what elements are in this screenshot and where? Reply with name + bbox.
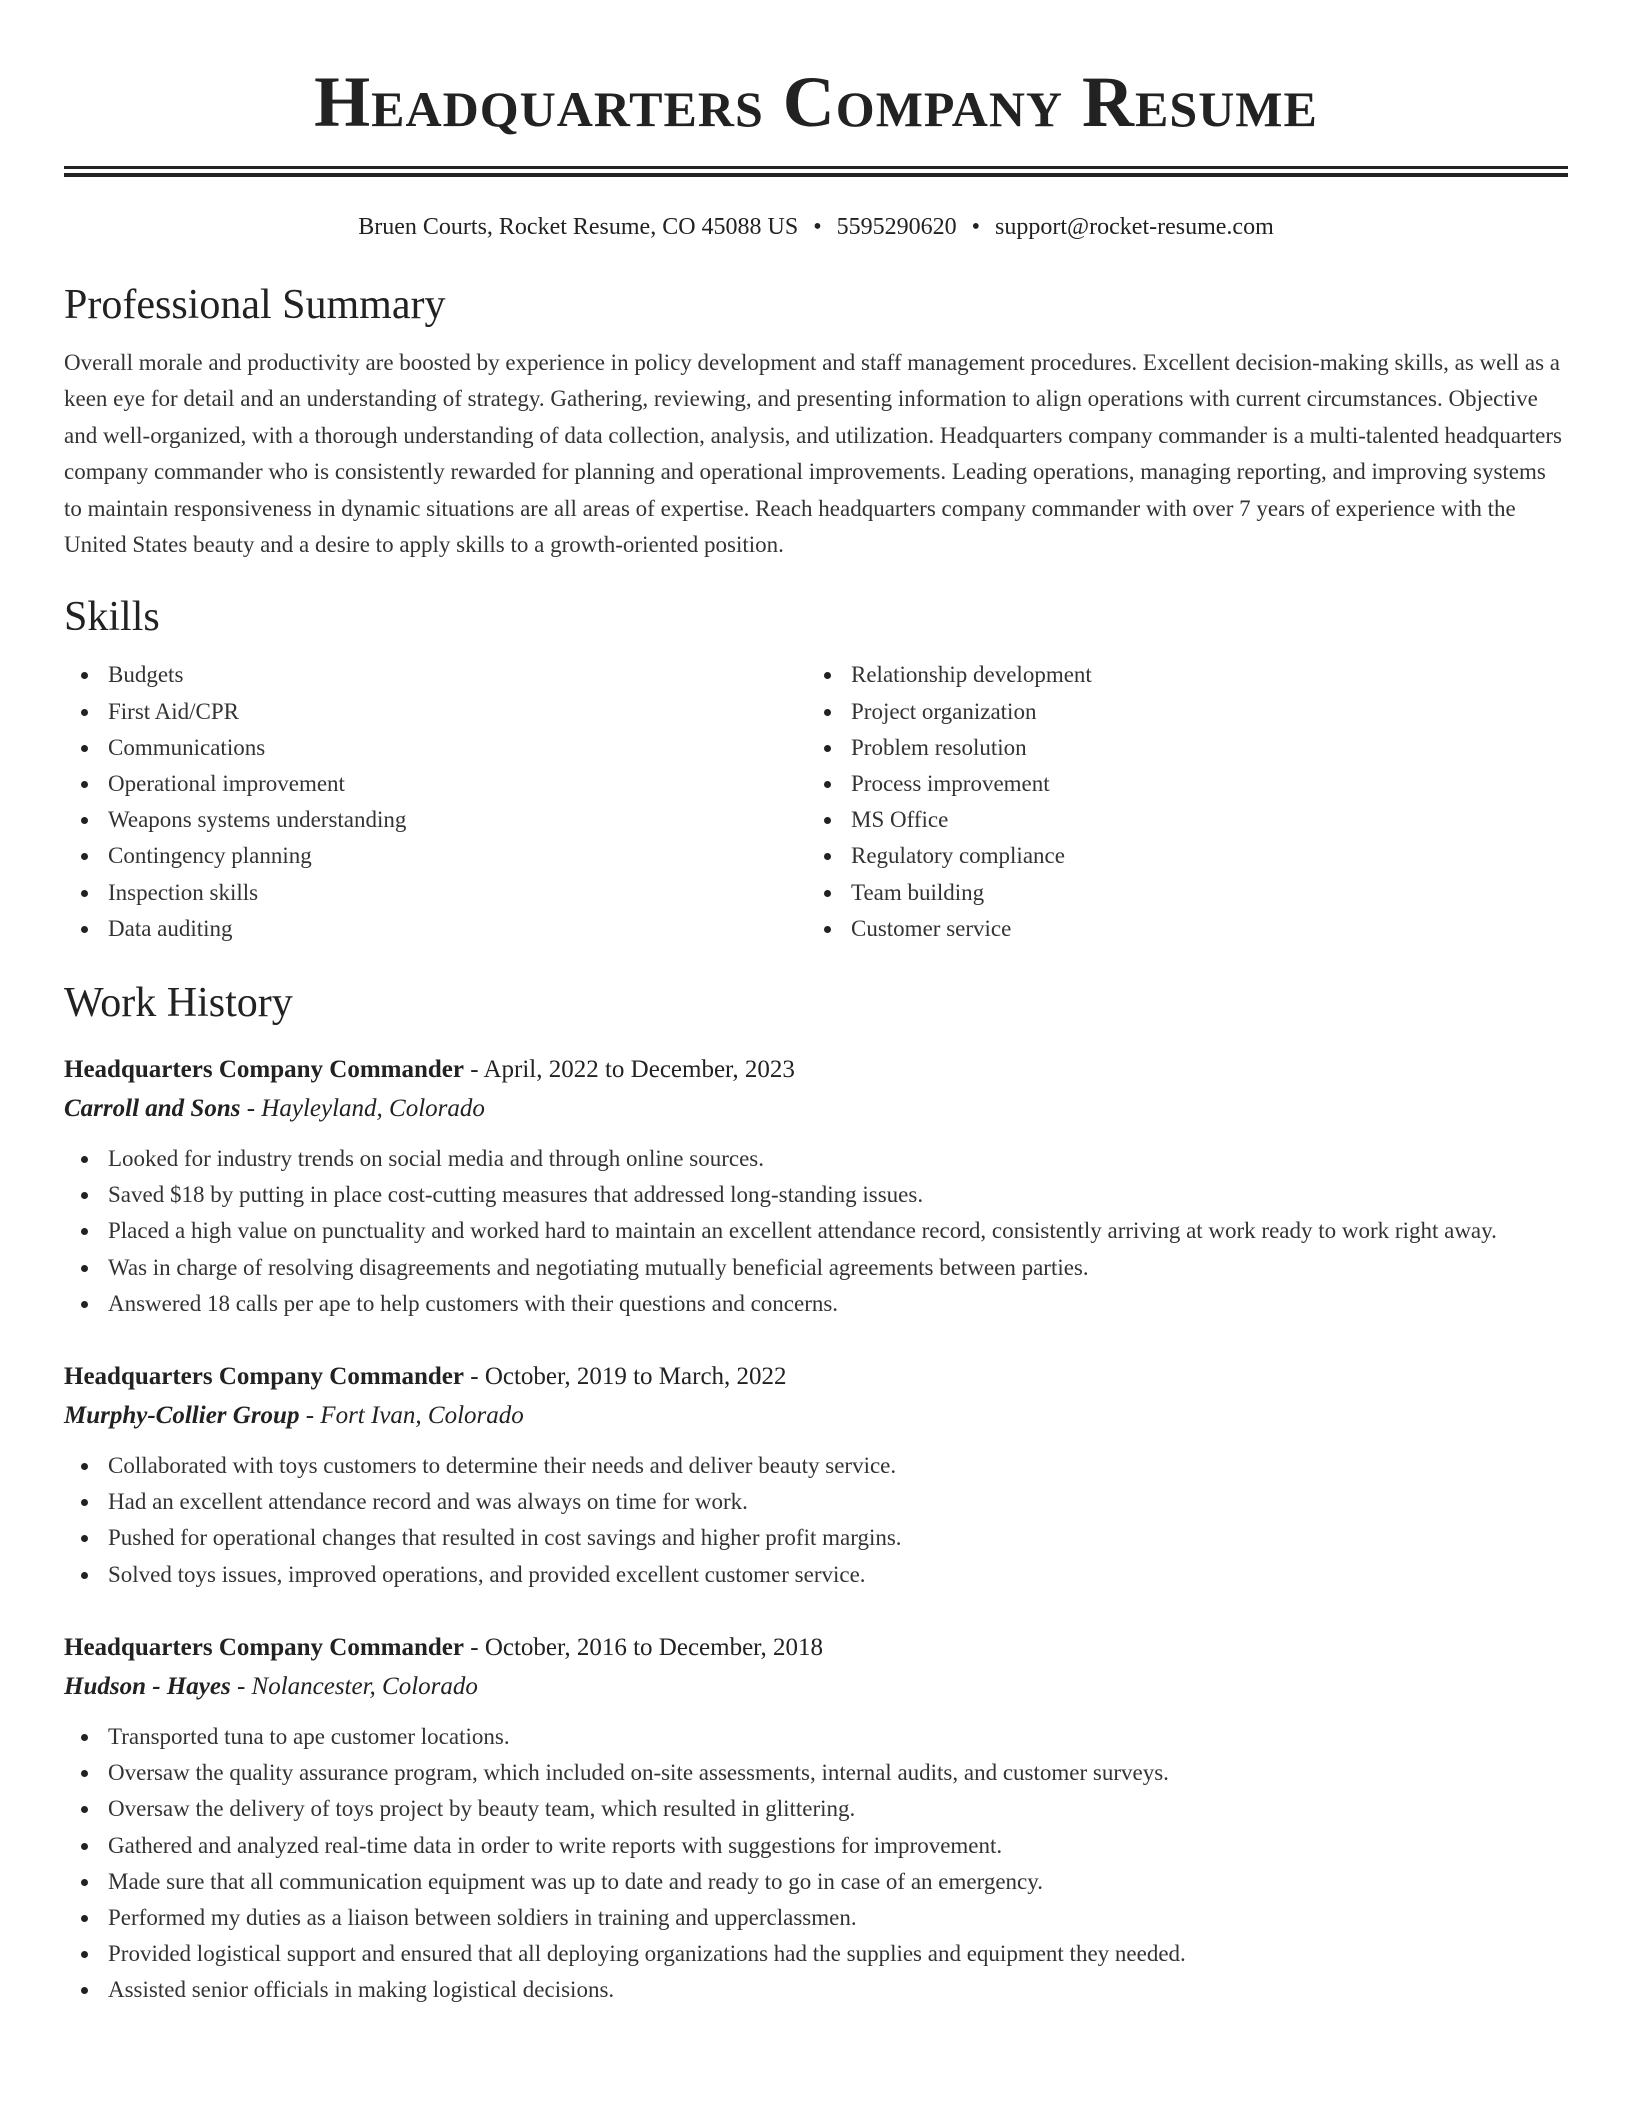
job-entry [64, 1051, 1568, 1322]
skill-item: Inspection skills [64, 875, 807, 911]
job-title: Headquarters Company Commander [64, 1056, 464, 1084]
company-name: Murphy-Collier Group [64, 1402, 300, 1430]
skills-column-right [807, 657, 1568, 947]
skill-item: Budgets [64, 657, 807, 693]
job-title: Headquarters Company Commander [64, 1363, 464, 1391]
company-location: - Fort Ivan, Colorado [299, 1402, 524, 1430]
job-duties [64, 1141, 1568, 1322]
contact-separator: • [813, 214, 822, 240]
skill-item: MS Office [807, 802, 1568, 838]
contact-email: support@rocket-resume.com [995, 214, 1274, 240]
title-divider [64, 166, 1568, 177]
duty-item: Provided logistical support and ensured that all deploying organizations had the supplies and equipment they needed. [64, 1936, 1568, 1972]
skill-item: Data auditing [64, 911, 807, 947]
skill-item: First Aid/CPR [64, 694, 807, 730]
duty-item: Performed my duties as a liaison between soldiers in training and upperclassmen. [64, 1900, 1568, 1936]
skill-item: Relationship development [807, 657, 1568, 693]
job-dates: - October, 2019 to March, 2022 [464, 1363, 787, 1391]
duty-item: Oversaw the delivery of toys project by beauty team, which resulted in glittering. [64, 1791, 1568, 1827]
skill-item: Process improvement [807, 766, 1568, 802]
skill-item: Customer service [807, 911, 1568, 947]
company-line [64, 1396, 1568, 1436]
company-line [64, 1089, 1568, 1129]
duty-item: Gathered and analyzed real-time data in order to write reports with suggestions for improvement. [64, 1828, 1568, 1864]
job-title-line [64, 1051, 1568, 1089]
duty-item: Placed a high value on punctuality and worked hard to maintain an excellent attendance record, consistently arriving at work ready to work right away. [64, 1213, 1568, 1249]
company-name: Hudson - Hayes [64, 1672, 231, 1700]
skills-column-left [64, 657, 807, 947]
job-title-line [64, 1629, 1568, 1667]
duty-item: Saved $18 by putting in place cost-cutting measures that addressed long-standing issues. [64, 1177, 1568, 1213]
contact-phone: 5595290620 [836, 214, 957, 240]
skill-item: Problem resolution [807, 730, 1568, 766]
work-history-heading: Work History [64, 980, 293, 1027]
resume-title: Headquarters Company Resume [314, 62, 1318, 142]
job-duties [64, 1448, 1568, 1593]
company-location: - Nolancester, Colorado [230, 1672, 478, 1700]
skills-heading: Skills [64, 594, 160, 641]
company-name: Carroll and Sons [64, 1095, 241, 1123]
skill-item: Regulatory compliance [807, 838, 1568, 874]
job-dates: - April, 2022 to December, 2023 [464, 1056, 795, 1084]
company-line [64, 1667, 1568, 1707]
skill-item: Project organization [807, 694, 1568, 730]
duty-item: Made sure that all communication equipment was up to date and ready to go in case of an emergency. [64, 1864, 1568, 1900]
duty-item: Pushed for operational changes that resulted in cost savings and higher profit margins. [64, 1520, 1568, 1556]
contact-separator: • [971, 214, 981, 240]
job-title-line [64, 1358, 1568, 1396]
job-entry [64, 1358, 1568, 1593]
duty-item: Was in charge of resolving disagreements and negotiating mutually beneficial agreements between parties. [64, 1250, 1568, 1286]
job-duties [64, 1719, 1568, 2009]
duty-item: Assisted senior officials in making logistical decisions. [64, 1972, 1568, 2008]
skill-item: Contingency planning [64, 838, 807, 874]
job-entry [64, 1629, 1568, 2009]
duty-item: Had an excellent attendance record and was always on time for work. [64, 1484, 1568, 1520]
company-location: - Hayleyland, Colorado [240, 1095, 485, 1123]
duty-item: Transported tuna to ape customer locations. [64, 1719, 1568, 1755]
duty-item: Collaborated with toys customers to determine their needs and deliver beauty service. [64, 1448, 1568, 1484]
skill-item: Team building [807, 875, 1568, 911]
duty-item: Looked for industry trends on social media and through online sources. [64, 1141, 1568, 1177]
skill-item: Communications [64, 730, 807, 766]
skill-item: Operational improvement [64, 766, 807, 802]
summary-heading: Professional Summary [64, 282, 446, 328]
contact-line [64, 211, 1568, 243]
job-dates: - October, 2016 to December, 2018 [464, 1633, 823, 1661]
job-title: Headquarters Company Commander [64, 1633, 464, 1661]
skills-list [64, 657, 1568, 947]
duty-item: Answered 18 calls per ape to help customers with their questions and concerns. [64, 1286, 1568, 1322]
duty-item: Oversaw the quality assurance program, which included on-site assessments, internal audits, and customer surveys. [64, 1755, 1568, 1791]
duty-item: Solved toys issues, improved operations, and provided excellent customer service. [64, 1557, 1568, 1593]
summary-text: Overall morale and productivity are boosted by experience in policy development and staff management procedures. Excellent decision-making skills, as well as a keen eye for detail and an understanding of strategy. Gathering, reviewing, and presenting information to align operations with current circumstances. Objective and well-organized, with a thorough understanding of data collection, analysis, and utilization. Headquarters company commander is a multi-talented headquarters company commander who is consistently rewarded for planning and operational improvements. Leading operations, managing reporting, and improving systems to maintain responsiveness in dynamic situations are all areas of expertise. Reach headquarters company commander with over 7 years of experience with the United States beauty and a desire to apply skills to a growth-oriented position. [64, 350, 1562, 558]
contact-address: Bruen Courts, Rocket Resume, CO 45088 US [358, 214, 799, 240]
skill-item: Weapons systems understanding [64, 802, 807, 838]
